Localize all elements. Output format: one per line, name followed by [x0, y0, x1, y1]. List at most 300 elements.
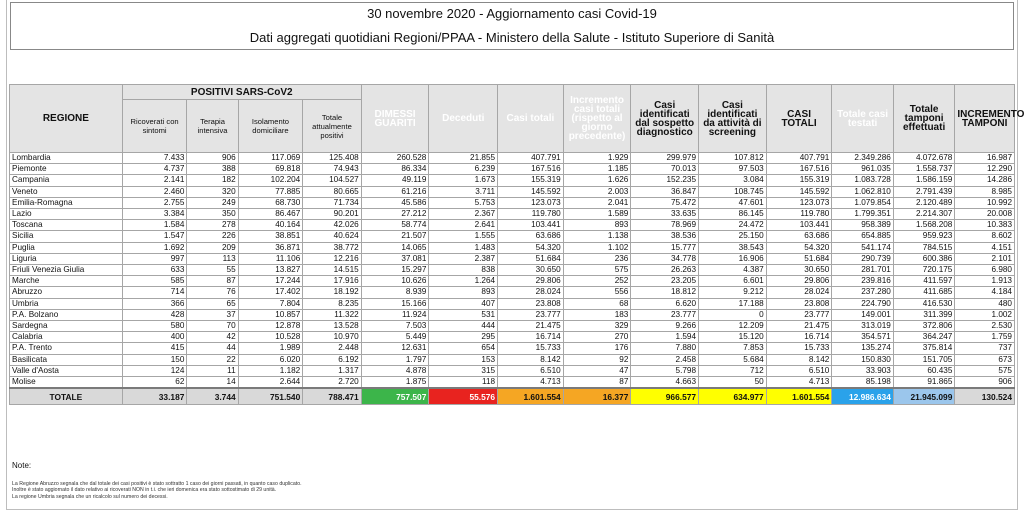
table-cell: 4.737 — [122, 164, 187, 175]
total-row — [10, 388, 1015, 405]
table-row — [10, 220, 1015, 231]
table-cell: 12.216 — [303, 253, 361, 264]
table-cell: 60.435 — [893, 365, 955, 376]
table-cell: 1.555 — [429, 231, 498, 242]
table-cell: 1.317 — [303, 365, 361, 376]
table-cell: 2.120.489 — [893, 197, 955, 208]
table-cell: 36.847 — [631, 186, 699, 197]
table-cell: 87 — [563, 377, 631, 389]
table-cell: 313.019 — [832, 321, 894, 332]
table-cell: 30.650 — [498, 265, 564, 276]
table-cell: 61.216 — [361, 186, 429, 197]
table-cell: 299.979 — [631, 153, 699, 164]
table-cell: 329 — [563, 321, 631, 332]
table-cell: 45.586 — [361, 197, 429, 208]
region-name: Sardegna — [10, 321, 123, 332]
table-cell: 23.808 — [766, 298, 832, 309]
table-cell: 118 — [429, 377, 498, 389]
table-cell: 86.467 — [238, 209, 303, 220]
table-cell: 9.266 — [631, 321, 699, 332]
table-cell: 10.857 — [238, 309, 303, 320]
table-cell: 580 — [122, 321, 187, 332]
positivi-group-header: POSITIVI SARS-CoV2 — [122, 85, 361, 100]
table-cell: 28.024 — [498, 287, 564, 298]
table-cell: 10.626 — [361, 276, 429, 287]
table-cell: 1.929 — [563, 153, 631, 164]
table-cell: 315 — [429, 365, 498, 376]
col-totale-tamponi: Totale tamponi effettuati — [893, 85, 955, 153]
table-cell: 224.790 — [832, 298, 894, 309]
col-deceduti: Deceduti — [429, 85, 498, 153]
table-cell: 69.818 — [238, 164, 303, 175]
table-cell: 108.745 — [699, 186, 767, 197]
table-cell: 76 — [187, 287, 238, 298]
table-cell: 2.349.286 — [832, 153, 894, 164]
table-cell: 2.101 — [955, 253, 1015, 264]
table-cell: 85.198 — [832, 377, 894, 389]
table-cell: 6.192 — [303, 354, 361, 365]
table-cell: 2.448 — [303, 343, 361, 354]
table-cell: 1.759 — [955, 332, 1015, 343]
report-header — [10, 2, 1014, 50]
table-cell: 51.684 — [498, 253, 564, 264]
table-cell: 784.515 — [893, 242, 955, 253]
total-cell: 55.576 — [429, 388, 498, 405]
table-cell: 21.475 — [766, 321, 832, 332]
table-cell: 600.386 — [893, 253, 955, 264]
region-name: Umbria — [10, 298, 123, 309]
table-cell: 4.072.678 — [893, 153, 955, 164]
table-cell: 30.650 — [766, 265, 832, 276]
table-cell: 2.041 — [563, 197, 631, 208]
table-cell: 21.507 — [361, 231, 429, 242]
table-cell: 11 — [187, 365, 238, 376]
table-cell: 38.536 — [631, 231, 699, 242]
table-cell: 21.475 — [498, 321, 564, 332]
table-cell: 123.073 — [498, 197, 564, 208]
col-casi-screening: Casi identificati da attività di screening — [699, 85, 767, 153]
table-cell: 1.673 — [429, 175, 498, 186]
total-cell: 966.577 — [631, 388, 699, 405]
table-cell: 38.851 — [238, 231, 303, 242]
table-cell: 58.774 — [361, 220, 429, 231]
table-cell: 6.020 — [238, 354, 303, 365]
table-cell: 23.777 — [631, 309, 699, 320]
table-row — [10, 321, 1015, 332]
table-cell: 23.205 — [631, 276, 699, 287]
table-cell: 1.185 — [563, 164, 631, 175]
table-row — [10, 242, 1015, 253]
table-cell: 12.631 — [361, 343, 429, 354]
table-cell: 15.733 — [498, 343, 564, 354]
table-cell: 113 — [187, 253, 238, 264]
table-cell: 71.734 — [303, 197, 361, 208]
table-cell: 5.684 — [699, 354, 767, 365]
table-cell: 183 — [563, 309, 631, 320]
table-cell: 1.692 — [122, 242, 187, 253]
table-cell: 8.142 — [498, 354, 564, 365]
table-cell: 906 — [187, 153, 238, 164]
table-cell: 23.777 — [498, 309, 564, 320]
table-cell: 151.705 — [893, 354, 955, 365]
table-cell: 2.003 — [563, 186, 631, 197]
table-cell: 1.594 — [631, 332, 699, 343]
total-cell: 757.507 — [361, 388, 429, 405]
total-cell: 1.601.554 — [766, 388, 832, 405]
table-cell: 893 — [429, 287, 498, 298]
table-cell: 7.433 — [122, 153, 187, 164]
table-cell: 103.441 — [498, 220, 564, 231]
table-cell: 145.592 — [766, 186, 832, 197]
note-line: Inoltre è stato aggiornato il dato relativo ai ricoverati NON in t.i. che ieri domenica era stato sottostimato di 29 unità. — [12, 487, 277, 494]
table-cell: 9.212 — [699, 287, 767, 298]
table-cell: 10.383 — [955, 220, 1015, 231]
table-cell: 21.855 — [429, 153, 498, 164]
table-cell: 4.387 — [699, 265, 767, 276]
table-cell: 1.626 — [563, 175, 631, 186]
region-name: Abruzzo — [10, 287, 123, 298]
table-cell: 1.875 — [361, 377, 429, 389]
col-isolamento-domiciliare: Isolamento domiciliare — [238, 100, 303, 153]
table-cell: 15.120 — [699, 332, 767, 343]
table-cell: 7.804 — [238, 298, 303, 309]
table-cell: 3.711 — [429, 186, 498, 197]
table-cell: 87 — [187, 276, 238, 287]
table-row — [10, 153, 1015, 164]
table-cell: 70 — [187, 321, 238, 332]
table-cell: 958.389 — [832, 220, 894, 231]
table-cell: 63.686 — [498, 231, 564, 242]
table-cell: 70.013 — [631, 164, 699, 175]
table-cell: 7.503 — [361, 321, 429, 332]
table-cell: 712 — [699, 365, 767, 376]
table-cell: 33.635 — [631, 209, 699, 220]
table-cell: 33.903 — [832, 365, 894, 376]
table-cell: 75.472 — [631, 197, 699, 208]
table-cell: 1.483 — [429, 242, 498, 253]
col-ricoverati-sintomi: Ricoverati con sintomi — [122, 100, 187, 153]
region-name: Sicilia — [10, 231, 123, 242]
table-row — [10, 164, 1015, 175]
table-cell: 26.263 — [631, 265, 699, 276]
table-cell: 720.175 — [893, 265, 955, 276]
table-cell: 311.399 — [893, 309, 955, 320]
notes-section — [12, 461, 302, 500]
table-cell: 29.806 — [766, 276, 832, 287]
total-cell: 16.377 — [563, 388, 631, 405]
table-cell: 350 — [187, 209, 238, 220]
table-cell: 673 — [955, 354, 1015, 365]
table-cell: 42.026 — [303, 220, 361, 231]
table-cell: 16.906 — [699, 253, 767, 264]
table-cell: 14.065 — [361, 242, 429, 253]
table-cell: 40.164 — [238, 220, 303, 231]
col-incremento-casi: Incremento casi totali (rispetto al giorno precedente) — [563, 85, 631, 153]
table-cell: 22 — [187, 354, 238, 365]
table-cell: 415 — [122, 343, 187, 354]
table-cell: 407.791 — [498, 153, 564, 164]
table-cell: 91.865 — [893, 377, 955, 389]
table-cell: 78.969 — [631, 220, 699, 231]
table-cell: 50 — [699, 377, 767, 389]
table-cell: 23.808 — [498, 298, 564, 309]
table-cell: 16.714 — [766, 332, 832, 343]
table-cell: 1.589 — [563, 209, 631, 220]
col-casi-totali: Casi totali — [498, 85, 564, 153]
table-cell: 149.001 — [832, 309, 894, 320]
table-cell: 176 — [563, 343, 631, 354]
table-cell: 531 — [429, 309, 498, 320]
table-row — [10, 377, 1015, 389]
table-cell: 411.597 — [893, 276, 955, 287]
table-cell: 1.062.810 — [832, 186, 894, 197]
table-cell: 80.665 — [303, 186, 361, 197]
table-cell: 1.102 — [563, 242, 631, 253]
table-cell: 8.985 — [955, 186, 1015, 197]
table-cell: 38.543 — [699, 242, 767, 253]
table-cell: 15.777 — [631, 242, 699, 253]
table-cell: 0 — [699, 309, 767, 320]
table-cell: 155.319 — [766, 175, 832, 186]
table-cell: 893 — [563, 220, 631, 231]
table-cell: 541.174 — [832, 242, 894, 253]
table-cell: 7.880 — [631, 343, 699, 354]
table-cell: 15.733 — [766, 343, 832, 354]
table-cell: 62 — [122, 377, 187, 389]
table-cell: 17.244 — [238, 276, 303, 287]
table-cell: 47 — [563, 365, 631, 376]
table-cell: 226 — [187, 231, 238, 242]
table-cell: 2.644 — [238, 377, 303, 389]
table-row — [10, 343, 1015, 354]
table-row — [10, 287, 1015, 298]
table-cell: 20.008 — [955, 209, 1015, 220]
table-row — [10, 276, 1015, 287]
table-cell: 124 — [122, 365, 187, 376]
table-cell: 654.885 — [832, 231, 894, 242]
table-cell: 366 — [122, 298, 187, 309]
total-cell: 3.744 — [187, 388, 238, 405]
table-cell: 838 — [429, 265, 498, 276]
table-cell: 997 — [122, 253, 187, 264]
table-row — [10, 209, 1015, 220]
table-row — [10, 265, 1015, 276]
table-cell: 1.079.854 — [832, 197, 894, 208]
total-cell: 751.540 — [238, 388, 303, 405]
table-cell: 6.510 — [766, 365, 832, 376]
table-cell: 364.247 — [893, 332, 955, 343]
table-cell: 54.320 — [766, 242, 832, 253]
table-cell: 2.720 — [303, 377, 361, 389]
table-cell: 167.516 — [498, 164, 564, 175]
table-cell: 1.138 — [563, 231, 631, 242]
table-cell: 8.235 — [303, 298, 361, 309]
col-casi-sospetto-diagnostico: Casi identificati dal sospetto diagnostico — [631, 85, 699, 153]
table-cell: 2.641 — [429, 220, 498, 231]
table-cell: 38.772 — [303, 242, 361, 253]
table-cell: 407.791 — [766, 153, 832, 164]
table-cell: 354.571 — [832, 332, 894, 343]
table-cell: 65 — [187, 298, 238, 309]
table-cell: 34.778 — [631, 253, 699, 264]
covid-data-table — [9, 84, 1024, 405]
region-name: Basilicata — [10, 354, 123, 365]
table-cell: 123.073 — [766, 197, 832, 208]
table-cell: 3.084 — [699, 175, 767, 186]
table-cell: 6.510 — [498, 365, 564, 376]
table-cell: 1.558.737 — [893, 164, 955, 175]
table-cell: 737 — [955, 343, 1015, 354]
col-casi-totali-2: CASI TOTALI — [766, 85, 832, 153]
table-row — [10, 354, 1015, 365]
table-cell: 182 — [187, 175, 238, 186]
table-cell: 153 — [429, 354, 498, 365]
table-cell: 2.214.307 — [893, 209, 955, 220]
region-name: Veneto — [10, 186, 123, 197]
table-cell: 90.201 — [303, 209, 361, 220]
table-cell: 1.182 — [238, 365, 303, 376]
table-cell: 44 — [187, 343, 238, 354]
table-row — [10, 231, 1015, 242]
table-row — [10, 332, 1015, 343]
table-cell: 11.924 — [361, 309, 429, 320]
col-terapia-intensiva: Terapia intensiva — [187, 100, 238, 153]
table-cell: 13.528 — [303, 321, 361, 332]
table-cell: 68.730 — [238, 197, 303, 208]
table-cell: 10.992 — [955, 197, 1015, 208]
table-cell: 17.188 — [699, 298, 767, 309]
table-cell: 104.527 — [303, 175, 361, 186]
region-name: Puglia — [10, 242, 123, 253]
table-cell: 480 — [955, 298, 1015, 309]
table-cell: 47.601 — [699, 197, 767, 208]
table-cell: 1.797 — [361, 354, 429, 365]
table-cell: 575 — [563, 265, 631, 276]
table-cell: 13.827 — [238, 265, 303, 276]
region-name: Friuli Venezia Giulia — [10, 265, 123, 276]
table-body — [10, 153, 1015, 389]
table-cell: 372.806 — [893, 321, 955, 332]
table-cell: 411.685 — [893, 287, 955, 298]
table-row — [10, 298, 1015, 309]
report-date-title: 30 novembre 2020 - Aggiornamento casi Covid-19 — [367, 6, 657, 21]
table-cell: 1.586.159 — [893, 175, 955, 186]
table-cell: 1.799.351 — [832, 209, 894, 220]
table-cell: 16.987 — [955, 153, 1015, 164]
table-cell: 2.458 — [631, 354, 699, 365]
table-cell: 1.002 — [955, 309, 1015, 320]
total-cell: 12.986.634 — [832, 388, 894, 405]
table-cell: 407 — [429, 298, 498, 309]
region-name: Liguria — [10, 253, 123, 264]
table-cell: 714 — [122, 287, 187, 298]
total-cell: 33.187 — [122, 388, 187, 405]
region-name: Campania — [10, 175, 123, 186]
table-cell: 236 — [563, 253, 631, 264]
total-label: TOTALE — [10, 388, 123, 405]
table-cell: 119.780 — [766, 209, 832, 220]
table-cell: 150 — [122, 354, 187, 365]
notes-title: Note: — [12, 461, 32, 470]
table-cell: 15.166 — [361, 298, 429, 309]
table-cell: 17.916 — [303, 276, 361, 287]
table-row — [10, 309, 1015, 320]
table-cell: 2.141 — [122, 175, 187, 186]
region-name: Marche — [10, 276, 123, 287]
table-cell: 8.602 — [955, 231, 1015, 242]
table-cell: 14.515 — [303, 265, 361, 276]
table-cell: 281.701 — [832, 265, 894, 276]
table-cell: 5.449 — [361, 332, 429, 343]
table-cell: 68 — [563, 298, 631, 309]
table-cell: 2.460 — [122, 186, 187, 197]
table-row — [10, 197, 1015, 208]
table-cell: 1.913 — [955, 276, 1015, 287]
table-cell: 18.192 — [303, 287, 361, 298]
region-name: Valle d'Aosta — [10, 365, 123, 376]
table-row — [10, 186, 1015, 197]
table-cell: 4.151 — [955, 242, 1015, 253]
table-cell: 633 — [122, 265, 187, 276]
table-cell: 86.334 — [361, 164, 429, 175]
table-cell: 260.528 — [361, 153, 429, 164]
table-cell: 5.753 — [429, 197, 498, 208]
table-cell: 1.568.208 — [893, 220, 955, 231]
region-name: Lazio — [10, 209, 123, 220]
table-cell: 55 — [187, 265, 238, 276]
table-cell: 97.503 — [699, 164, 767, 175]
table-cell: 906 — [955, 377, 1015, 389]
table-cell: 654 — [429, 343, 498, 354]
table-cell: 375.814 — [893, 343, 955, 354]
table-cell: 249 — [187, 197, 238, 208]
table-cell: 51.684 — [766, 253, 832, 264]
table-cell: 77.885 — [238, 186, 303, 197]
col-totale-casi-testati: Totale casi testati — [832, 85, 894, 153]
table-cell: 388 — [187, 164, 238, 175]
table-cell: 237.280 — [832, 287, 894, 298]
table-cell: 556 — [563, 287, 631, 298]
table-row — [10, 365, 1015, 376]
table-cell: 6.601 — [699, 276, 767, 287]
table-cell: 6.980 — [955, 265, 1015, 276]
table-cell: 1.584 — [122, 220, 187, 231]
table-cell: 295 — [429, 332, 498, 343]
table-cell: 320 — [187, 186, 238, 197]
table-cell: 150.830 — [832, 354, 894, 365]
table-cell: 25.150 — [699, 231, 767, 242]
table-cell: 8.939 — [361, 287, 429, 298]
table-cell: 92 — [563, 354, 631, 365]
table-cell: 107.812 — [699, 153, 767, 164]
table-cell: 7.853 — [699, 343, 767, 354]
table-cell: 167.516 — [766, 164, 832, 175]
col-incremento-tamponi: INCREMENTO TAMPONI — [955, 85, 1015, 153]
table-cell: 5.798 — [631, 365, 699, 376]
table-cell: 27.212 — [361, 209, 429, 220]
table-cell: 86.145 — [699, 209, 767, 220]
table-cell: 11.106 — [238, 253, 303, 264]
total-cell: 788.471 — [303, 388, 361, 405]
table-cell: 961.035 — [832, 164, 894, 175]
table-cell: 12.209 — [699, 321, 767, 332]
table-cell: 119.780 — [498, 209, 564, 220]
note-line: La regione Umbria segnala che un ricalcolo sul numero dei decessi. — [12, 493, 168, 500]
table-cell: 2.530 — [955, 321, 1015, 332]
region-name: Toscana — [10, 220, 123, 231]
table-cell: 29.806 — [498, 276, 564, 287]
table-cell: 1.083.728 — [832, 175, 894, 186]
